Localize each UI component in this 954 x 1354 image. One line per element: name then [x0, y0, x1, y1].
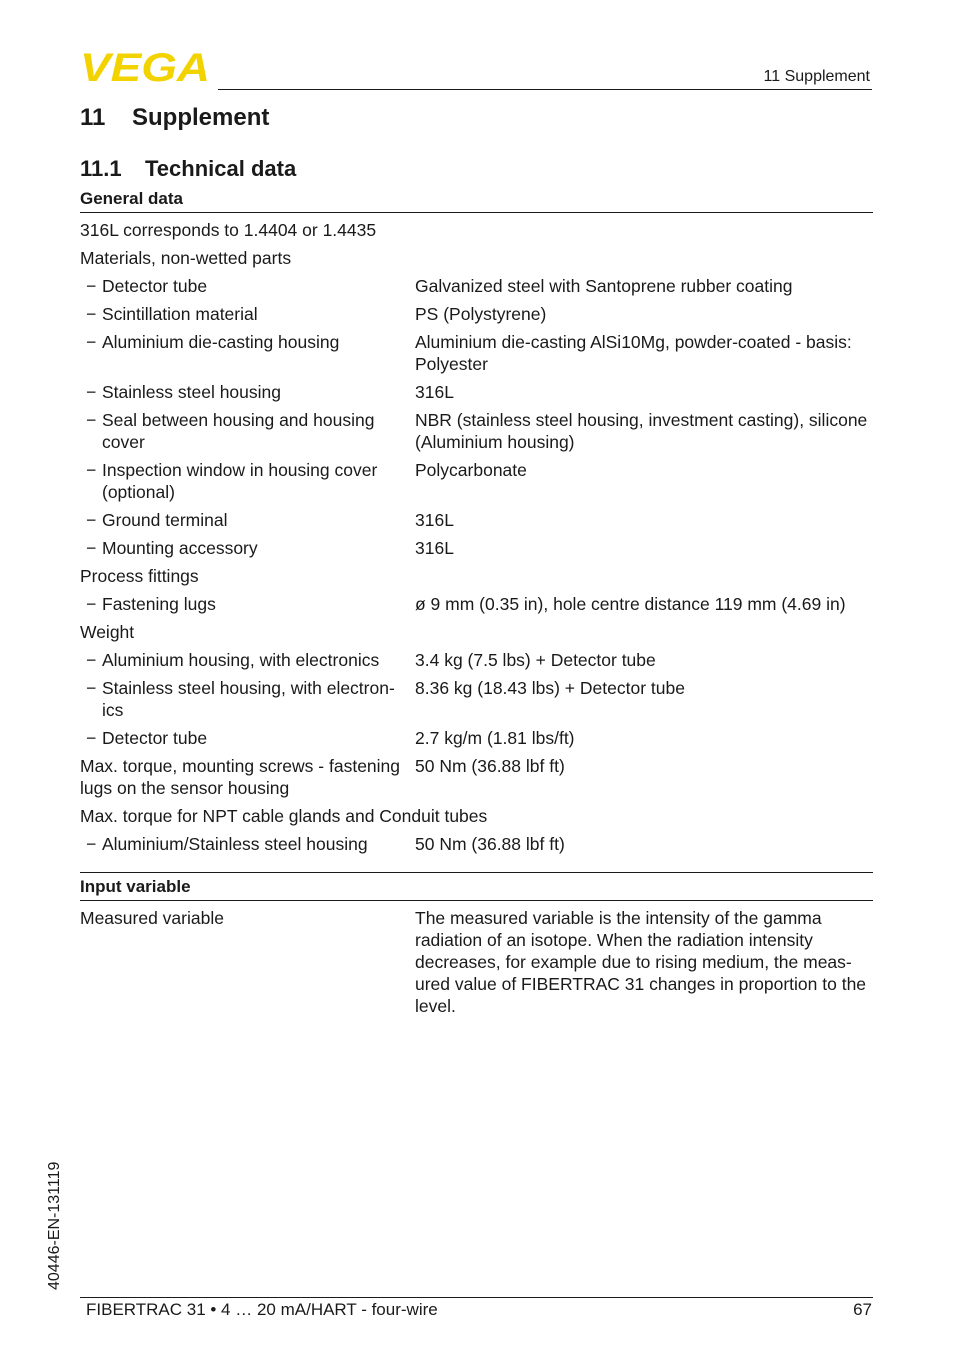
spec-label: Weight [80, 622, 135, 642]
spec-label: Max. torque, mounting screws - fastening lugs on the sensor housing [80, 756, 401, 798]
chapter-name: Supplement [132, 104, 270, 131]
spec-label: − Stainless steel housing, with electron-ics [80, 677, 415, 721]
spec-row [80, 749, 873, 799]
spec-value: ø 9 mm (0.35 in), hole centre distance 119 mm (4.69 in) [415, 594, 846, 614]
input-variable-heading: Input variable [80, 872, 873, 901]
spec-label: − Seal between housing and housing cover [80, 409, 415, 453]
spec-label: Measured variable [80, 908, 224, 928]
spec-value: Aluminium die-casting AlSi10Mg, powder-coated - basis: Polyester [415, 332, 852, 374]
section-number: 11.1 [80, 156, 122, 181]
general-data-heading: General data [80, 186, 873, 213]
spec-row [80, 587, 873, 615]
logo-text: VEGA [80, 50, 210, 84]
spec-label: Max. torque for NPT cable glands and Conduit tubes [80, 806, 488, 826]
spec-value: 316L [415, 510, 454, 530]
spec-value: PS (Polystyrene) [415, 304, 547, 324]
spec-value: 316L [415, 538, 454, 558]
spec-row [80, 615, 873, 643]
spec-label: Materials, non-wetted parts [80, 248, 292, 268]
spec-label: − Scintillation material [80, 303, 415, 325]
spec-row [80, 269, 873, 297]
spec-row [80, 453, 873, 503]
spec-label: − Fastening lugs [80, 593, 415, 615]
spec-row [80, 403, 873, 453]
chapter-number: 11 [80, 104, 106, 131]
spec-value: 3.4 kg (7.5 lbs) + Detector tube [415, 650, 656, 670]
spec-row [80, 643, 873, 671]
spec-value: 50 Nm (36.88 lbf ft) [415, 756, 565, 776]
spec-label: − Stainless steel housing [80, 381, 415, 403]
spec-label: − Detector tube [80, 275, 415, 297]
spec-row [80, 375, 873, 403]
spec-label: − Detector tube [80, 727, 415, 749]
spec-value: 50 Nm (36.88 lbf ft) [415, 834, 565, 854]
header-rule [218, 89, 872, 90]
spec-label: − Mounting accessory [80, 537, 415, 559]
spec-value: NBR (stainless steel housing, investment casting), silicone (Aluminium housing) [415, 410, 868, 452]
spec-label: − Aluminium die-casting housing [80, 331, 415, 375]
spec-label: − Inspection window in housing cover (optional) [80, 459, 415, 503]
spec-value: 316L [415, 382, 454, 402]
spec-value: 2.7 kg/m (1.81 lbs/ft) [415, 728, 575, 748]
vega-logo [80, 50, 212, 84]
spec-label: − Aluminium/Stainless steel housing [80, 833, 415, 855]
spec-row [80, 297, 873, 325]
document-id: 40446-EN-131119 [46, 1161, 63, 1290]
spec-row [80, 901, 873, 1017]
spec-label: 316L corresponds to 1.4404 or 1.4435 [80, 220, 377, 240]
spec-row [80, 559, 873, 587]
spec-value: The measured variable is the intensity of the gamma radiation of an isotope. When the radiation intensity decreases, for example due to rising medium, the meas-ured value of FIBERTRAC 31 changes in proportion to the level. [415, 908, 867, 1016]
footer-rule [80, 1297, 873, 1298]
spec-row [80, 241, 873, 269]
spec-row [80, 671, 873, 721]
spec-row [80, 827, 873, 855]
spec-label: − Aluminium housing, with electronics [80, 649, 415, 671]
chapter-title [80, 104, 269, 132]
section-title [80, 156, 296, 182]
spec-row [80, 325, 873, 375]
page-number: 67 [853, 1300, 872, 1319]
spec-value: Galvanized steel with Santoprene rubber coating [415, 276, 793, 296]
input-variable-table [80, 901, 873, 1017]
technical-data-content [80, 186, 873, 1017]
spec-row [80, 721, 873, 749]
spec-value: 8.36 kg (18.43 lbs) + Detector tube [415, 678, 685, 698]
running-head: 11 Supplement [763, 68, 870, 85]
general-data-table [80, 213, 873, 855]
spec-label: Process fittings [80, 566, 199, 586]
spec-value: Polycarbonate [415, 460, 527, 480]
spec-row [80, 799, 873, 827]
spec-row [80, 531, 873, 559]
footer-product: FIBERTRAC 31 • 4 … 20 mA/HART - four-wire [86, 1300, 438, 1319]
spec-label: − Ground terminal [80, 509, 415, 531]
section-name: Technical data [145, 156, 297, 181]
spec-row [80, 503, 873, 531]
spec-row [80, 213, 873, 241]
